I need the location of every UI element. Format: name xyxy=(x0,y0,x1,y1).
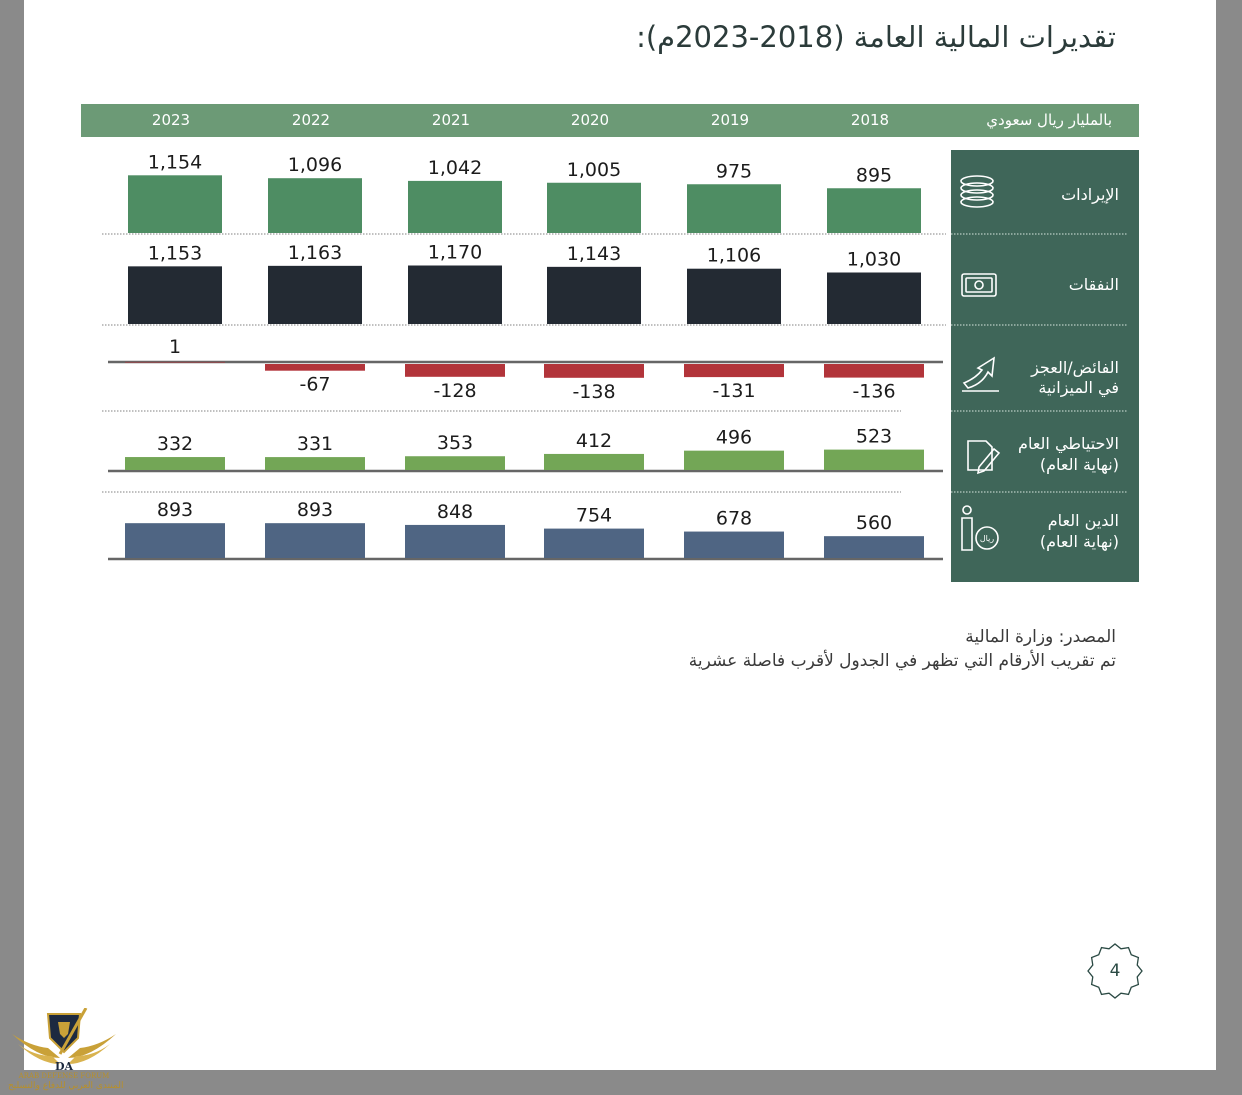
year-label-2022: 2022 xyxy=(291,111,331,129)
bar-2-2019 xyxy=(684,364,784,377)
bar-4-2019 xyxy=(684,532,784,558)
bar-0-2023 xyxy=(128,175,222,233)
value-label-4-2020: 754 xyxy=(575,504,613,527)
bar-3-2023 xyxy=(125,457,225,470)
bar-1-2019 xyxy=(687,269,781,324)
bar-2-2021 xyxy=(405,364,505,377)
value-label-0-2020: 1,005 xyxy=(566,158,622,181)
year-label-2018: 2018 xyxy=(850,111,890,129)
year-label-2023: 2023 xyxy=(151,111,191,129)
value-label-1-2018: 1,030 xyxy=(846,248,902,271)
value-label-3-2020: 412 xyxy=(575,429,613,452)
value-label-4-2018: 560 xyxy=(855,512,893,535)
value-label-4-2019: 678 xyxy=(715,507,753,530)
bar-0-2020 xyxy=(547,183,641,233)
value-label-4-2021: 848 xyxy=(436,500,474,523)
bar-2-2018 xyxy=(824,364,924,378)
forum-watermark xyxy=(8,1008,124,1095)
page-title: تقديرات المالية العامة (2018-2023م): xyxy=(636,20,1116,54)
value-label-0-2021: 1,042 xyxy=(427,156,483,179)
year-label-2021: 2021 xyxy=(431,111,471,129)
unit-label: بالمليار ريال سعودي xyxy=(986,111,1112,129)
row-label-3-1: (نهاية العام) xyxy=(1039,455,1119,474)
source-note xyxy=(689,625,1116,673)
row-label-0-0: الإيرادات xyxy=(1061,185,1119,204)
row-label-4-1: (نهاية العام) xyxy=(1039,532,1119,551)
bar-1-2020 xyxy=(547,267,641,324)
bar-4-2023 xyxy=(125,523,225,558)
bars xyxy=(125,175,924,558)
bar-4-2020 xyxy=(544,529,644,558)
bar-3-2020 xyxy=(544,454,644,470)
value-label-2-2023: 1 xyxy=(168,336,182,358)
bar-1-2021 xyxy=(408,266,502,325)
riyal-symbol-text: ريال xyxy=(979,534,995,543)
bar-0-2021 xyxy=(408,181,502,233)
value-label-3-2021: 353 xyxy=(436,432,474,455)
value-label-3-2023: 332 xyxy=(156,433,194,456)
bar-3-2021 xyxy=(405,456,505,470)
logo-letters: DA xyxy=(54,1060,74,1073)
value-label-2-2022: -67 xyxy=(299,373,331,396)
page-number: 4 xyxy=(1109,961,1121,981)
wings-shield-logo-icon xyxy=(8,1008,120,1074)
value-label-0-2019: 975 xyxy=(715,160,753,183)
value-label-3-2018: 523 xyxy=(855,425,893,448)
bar-3-2018 xyxy=(824,450,924,470)
bar-4-2021 xyxy=(405,525,505,558)
value-label-4-2022: 893 xyxy=(296,499,334,522)
source-line: المصدر: وزارة المالية xyxy=(965,627,1116,647)
value-label-4-2023: 893 xyxy=(156,499,194,522)
bar-2-2022 xyxy=(265,364,365,371)
year-label-2019: 2019 xyxy=(710,111,750,129)
row-label-2-0: الفائض/العجز xyxy=(1031,358,1119,377)
rounding-note: تم تقريب الأرقام التي تظهر في الجدول لأقرب فاصلة عشرية xyxy=(688,651,1116,671)
bar-0-2019 xyxy=(687,184,781,233)
bar-0-2018 xyxy=(827,188,921,233)
value-label-3-2022: 331 xyxy=(296,433,334,456)
watermark-en: ARAB DEFENSE FORUM xyxy=(18,1072,110,1080)
value-label-0-2023: 1,154 xyxy=(147,151,203,174)
value-label-2-2021: -128 xyxy=(433,379,477,402)
value-label-2-2018: -136 xyxy=(852,380,896,403)
value-label-0-2022: 1,096 xyxy=(287,154,343,177)
page-number-badge xyxy=(1086,942,1144,1000)
value-label-3-2019: 496 xyxy=(715,426,753,449)
bar-2-2020 xyxy=(544,364,644,378)
row-label-4-0: الدين العام xyxy=(1047,511,1119,530)
bar-0-2022 xyxy=(268,178,362,233)
value-label-1-2021: 1,170 xyxy=(427,241,483,264)
bar-1-2022 xyxy=(268,266,362,324)
value-label-2-2020: -138 xyxy=(572,380,616,403)
row-label-3-0: الاحتياطي العام xyxy=(1018,434,1119,453)
bar-1-2018 xyxy=(827,273,921,325)
watermark-ar: المنتدى العربي للدفاع والتسليح xyxy=(8,1081,124,1091)
header-band xyxy=(81,104,1139,137)
value-label-1-2022: 1,163 xyxy=(287,241,343,264)
year-label-2020: 2020 xyxy=(570,111,610,129)
value-label-1-2020: 1,143 xyxy=(566,242,622,265)
value-labels xyxy=(148,151,901,534)
bar-4-2022 xyxy=(265,523,365,558)
bar-1-2023 xyxy=(128,266,222,324)
value-label-0-2018: 895 xyxy=(855,164,893,187)
bar-2-2023 xyxy=(125,362,225,363)
bar-4-2018 xyxy=(824,536,924,558)
row-label-2-1: في الميزانية xyxy=(1038,378,1119,397)
value-label-2-2019: -131 xyxy=(712,380,756,403)
bar-3-2022 xyxy=(265,457,365,470)
document-page xyxy=(24,0,1216,1070)
fiscal-chart xyxy=(24,0,1216,600)
value-label-1-2023: 1,153 xyxy=(147,242,203,265)
row-label-1-0: النفقات xyxy=(1068,275,1119,294)
value-label-1-2019: 1,106 xyxy=(706,244,762,267)
bar-3-2019 xyxy=(684,451,784,470)
